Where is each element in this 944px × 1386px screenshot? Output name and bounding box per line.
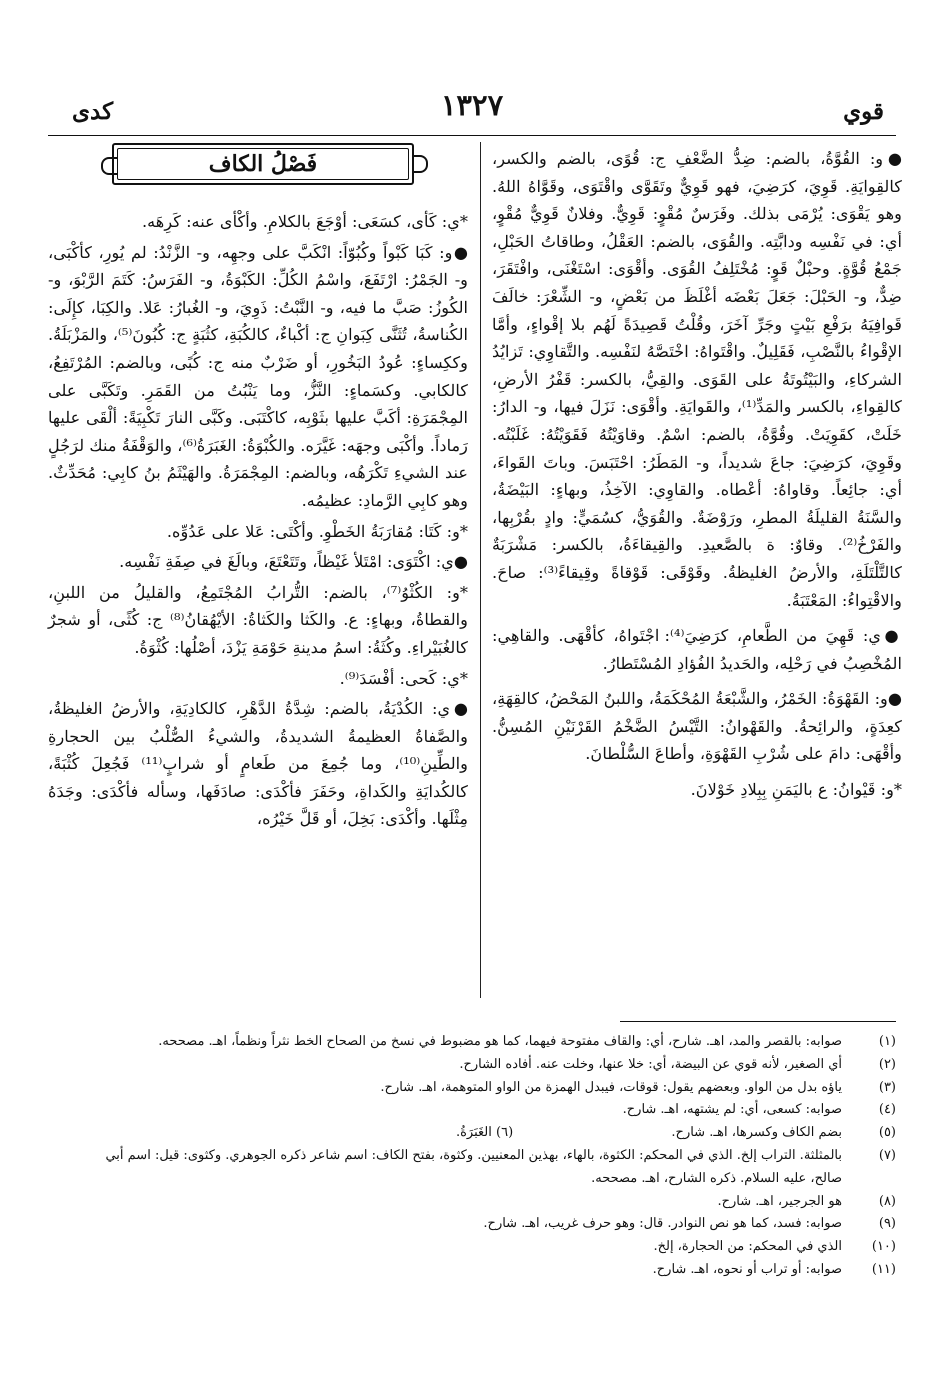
footnote-text: صوابه: فسد، كما هو نص النوادر. قال: وهو حرف غريب، اهـ. شارح. <box>483 1216 842 1232</box>
footnote <box>48 1077 896 1100</box>
footnote-number: (٧) <box>878 1147 896 1163</box>
running-head-root-right: قوي <box>843 98 884 125</box>
section-title: فَصْلُ الكاف <box>208 151 318 177</box>
footnote <box>48 1122 896 1145</box>
entry-kaba: ●و: كَبَا كَبْواً وكُبُوّاً: انْكَبَّ على وجهِه، و- الزَّنْدُ: لم يُورِ، كأكْبَى، و- الجَمْرُ: ارْتَفَعَ، واسْمُ الكُلِّ: الكَبْوَةُ، و- الفَرَسُ: كَتَمَ الرَّبْوَ، و- الكُوزُ: صَبَّ ما فيه، و- النَّبْتُ: ذَوِيَ، و- الغُبارُ: عَلا. والكِبَا، كإِلَى: الكُناسةُ، تُثَنَّى كِبَوانِ ج: أكْباءٌ، كالكُبَةِ، كثُبَةٍ ج: كُبُونَ⁽⁵⁾، والمَزْبَلَةُ. وككِساءٍ: عُودُ البَخُورِ، أو ضَرْبٌ منه ج: كُبًى، وبالضم: المُرْتَفِعُ، كالكابي. وكسَماءٍ: النَّزُّ، وما يَنْبُتُ من القَمَرِ. وتَكَبَّى على المِجْمَرَةِ: أكَبَّ عليها بثَوْبِه، كاكْتَبَى. وكَبَّى النارَ تَكْبِيَةً: ألْقَى عليها رَماداً. وأكْبَى وجهَه: غَيَّرَه. والكُبْوَةُ: الغَبَرَةُ⁽⁶⁾، والوَقْفَةُ منك لرَجُلٍ عند الشيءِ تَكْرَهُه، وبالضم: المِجْمَرَةُ. والهَيْثَمُ بنُ كابِي: مُحَدِّثٌ. وهو كابِي الرَّمادِ: عظيمُه. <box>48 242 468 510</box>
footnote <box>48 1031 896 1054</box>
footnote-text: بالمثلثة. التراب إلخ. الذي في المحكم: الكثوة، بالهاء، بهذين المعنيين. وكثوة، بفتح الكاف: اسم شاعر ذكره الجوهري. وكثوى: قيل: اسم أبي <box>105 1147 842 1163</box>
entry-iktawa: ●ي: اكْتَوَى: امْتَلأ غَيْظاً، وتَتَعْتَعَ، وبالَغَ في صِفَةِ نَفْسِه. <box>119 552 468 572</box>
entry-kaha: *ي: كَحى: أفْسَدَ⁽⁹⁾. <box>339 668 468 688</box>
page-number: ١٣٢٧ <box>440 88 504 122</box>
footnote <box>48 1054 896 1077</box>
footnote <box>48 1099 896 1122</box>
footnote-text: صوابه: بالقصر والمد، اهـ. شارح، أي: والقاف مفتوحة فيهما، كما هو مضبوط في نسخ من الصحاح الخط نثراً ونظماً، اهـ. مصححه. <box>158 1034 842 1049</box>
footnote-number-6: (٦) <box>496 1125 514 1141</box>
footnote-text: صوابه: أو تراب أو نحوه، اهـ. شارح. <box>652 1261 842 1277</box>
footnote-continuation: صالح، عليه السلام. ذكره الشارح، اهـ. مصححه. <box>591 1170 842 1186</box>
footnote-number: (٨) <box>878 1193 896 1209</box>
running-head-root-left: كدى <box>72 98 114 125</box>
footnote-text <box>48 1122 842 1145</box>
left-column <box>48 208 468 836</box>
entry-ka-a: *ي: كَأى، كسَعَى: أوْجَعَ بالكلامِ. وأكْأى عنه: كَرِهَه. <box>141 212 468 231</box>
footnote-text: هو الجرجير، اهـ. شارح. <box>717 1193 842 1209</box>
footnote-number: (١١) <box>871 1261 896 1277</box>
footnote <box>48 1191 896 1214</box>
footnote-number: (٩) <box>878 1216 896 1232</box>
footnote-text-5: بضم الكاف وكسرها، اهـ. شارح. <box>671 1125 842 1141</box>
entry-qawiy: ●و: القُوَّةُ، بالضم: ضِدُّ الضَّعْفِ ج: قُوًى، بالضم والكسر، كالقِوايَةِ. قَوِيَ، كرَضِيَ، فهو قَوِيٌّ وتَقَوَّى واقْتَوَى، وقَوَّاهُ اللهُ. وهو يَقْوَى: يُرْمَى بذلك. وفَرَسٌ مُقْوٍ: قَوِيٌّ. وفلانٌ قَوِيٌّ مُقْوٍ، أي: في نَفْسِه ودابَّتِه. والقُوَى، بالضم: العَقْلُ، وطاقاتُ الحَبْلِ، جَمْعُ قُوَّةٍ. وحبْلٌ قَوٍ: مُخْتَلِفُ القُوَى. وأقْوَى: اسْتَغْنَى، وافْتَقَرَ، ضِدٌّ، و- الحَبْلَ: جَعَلَ بَعْضَه أغْلَظَ من بَعْضٍ، و- الشِّعْرَ: خالَفَ قَوافِيَهُ برَفْعِ بَيْتٍ وجَرِّ آخَرَ، وقُلْتُ قَصِيدَةً لَهُم بلا إقْواءٍ، وأمَّا الإقْواءُ بالنَّصْبِ، فَقَلِيلٌ. واقْتَواهُ: اخْتَصَّهُ لنَفْسِه. والتَّقاوِي: تَزايُدُ الشركاءِ، والبَيْتُوتَةُ على القَوَى. والقِيُّ، بالكسر: قَفْرُ الأرضِ، كالقِواءِ، بالكسر والمَدِّ⁽¹⁾، والقَوايَةِ. وأقْوَى: نَزَلَ فيها، و- الدارُ: خَلَتْ، كقَوِيَتْ. وقُوَّةُ، بالضم: اسْمٌ. وقاوَيْتُهُ فَقَوَيْتُهُ: غَلَبْتُه. وقَوِيَ، كرَضِيَ: جاعَ شديداً، و- المَطَرُ: احْتَبَسَ. وباتَ القَواءَ، أي: جائِعاً. وقاواهُ: أعْطاه. والقاوِي: الآخِذُ، وبهاءٍ: البَيْضَةُ، والسَّنَةُ القليلَةُ المطرِ، ورَوْضَةٌ. والقُوَيُّ، كسُمَيٍّ: وادٍ بقُرْبِها، والفَرْخُ⁽²⁾. وقاوٌ: ة بالصَّعيدِ. والقِيقاءَةُ، بالكسر: مَشْرَبَةٌ كالتَّلْتَلَةِ، والأرضُ الغليظةُ. وقَوْقَى: قَوْقاةً وقِيقاءً⁽³⁾: صاحَ. والاقْتِواءُ: المَعْتَبَةُ. <box>492 149 902 610</box>
footnote-number: (٣) <box>878 1079 896 1095</box>
footnote-text-6: الغَبَرَةُ. <box>455 1125 492 1141</box>
footnote <box>48 1213 896 1236</box>
column-divider <box>480 142 481 998</box>
section-heading-box <box>112 143 414 185</box>
footnote <box>48 1145 896 1168</box>
entry-kata: *و: كَتَا: مُقارَبَةُ الخَطْوِ. وأكْتَى: عَلا على عَدُوِّه. <box>166 521 468 541</box>
right-column <box>492 145 902 812</box>
footnote-number: (٢) <box>878 1056 896 1072</box>
header-rule <box>48 135 896 136</box>
entry-kudya: ●ي: الكُدْيَةُ، بالضم: شِدَّةُ الدَّهْرِ، كالكادِيَةِ، والأرضُ الغليظةُ، والصَّفاةُ العظيمةُ الشديدةُ، والشيءُ الصُّلْبُ بين الحجارةِ والطِّينِ⁽¹⁰⁾، وما جُمِعَ من طَعامٍ أو شرابٍ⁽¹¹⁾ فَجُعِلَ كُثْبَةً، كالكُدايَةِ والكَداةِ، وحَفَرَ فأكْدَى: صادَفَها، وسأله فأكْدَى: وجَدَهُ مِثْلَها. وأكْدَى: بَخِلَ، أو قَلَّ خَيْرُه، <box>48 699 468 829</box>
footnote-text: الذي في المحكم: من الحجارة، إلخ. <box>653 1239 842 1255</box>
footnote <box>48 1259 896 1282</box>
footnote-number: (١) <box>878 1034 896 1049</box>
section-heading-ornament <box>412 155 428 173</box>
footnote-text: ياؤه بدل من الواو. وبعضهم يقول: قوقات، فيبدل الهمزة من الواو المتوهمة، اهـ. شارح. <box>380 1079 842 1095</box>
footnote-text: أي الصغير، لأنه قوي عن البيضة، أي: خلا عنها، وخلت عنه. أفاده الشارح. <box>459 1056 842 1072</box>
entry-qahwa: ●و: القَهْوَةُ: الخَمْرُ، والشَّبْعَةُ المُحْكَمَةُ، واللبنُ المَحْضُ، كالقِهَةِ، كعِدَةٍ، والرائِحةُ. والقَهْوانُ: التَّيْسُ الضَّخْمُ القَرْنَيْنِ المُسِنُّ. وأقْهَى: دامَ على شُرْبِ القَهْوَةِ، وأطاعَ السُّلْطانَ. <box>492 689 902 764</box>
footnote <box>48 1236 896 1259</box>
footnote-number: (٤) <box>878 1102 896 1118</box>
footnote-number: (٥) <box>878 1125 896 1141</box>
entry-qahiy: ●ي: قَهِيَ من الطَّعامِ، كرَضِيَ⁽⁴⁾: اجْتَواهُ، كأقْهَى. والقاهِي: المُخْصِبُ في رَحْلِه، والحَديدُ الفُؤادِ المُسْتَطارُ. <box>492 626 902 673</box>
footnote-number: (١٠) <box>871 1239 896 1255</box>
footnote-text: صوابه: كسعى، أي: لم يشتهه، اهـ. شارح. <box>622 1102 842 1118</box>
footnote-rule <box>620 1021 896 1022</box>
footnotes <box>48 1031 896 1282</box>
entry-qaywan: *و: قَيْوانُ: ع باليَمَنِ بِبِلادِ خَوْلانَ. <box>690 780 902 800</box>
entry-kuthw: *و: الكُثْوُ⁽⁷⁾، بالضم: التُّرابُ المُجْتَمِعُ، والقليلُ من اللبنِ، والقطاةُ، وبهاءٍ: ع. والكَثا والكَثاةُ: الأيْهُقانُ⁽⁸⁾ ج: كُثًى، أو شجرٌ كالغُبَيْراءِ. وكُثَةُ: اسمُ مدينةِ حَوْمَةِ يَزْدَ، أصْلُها: كُثْوَةُ. <box>48 582 468 657</box>
